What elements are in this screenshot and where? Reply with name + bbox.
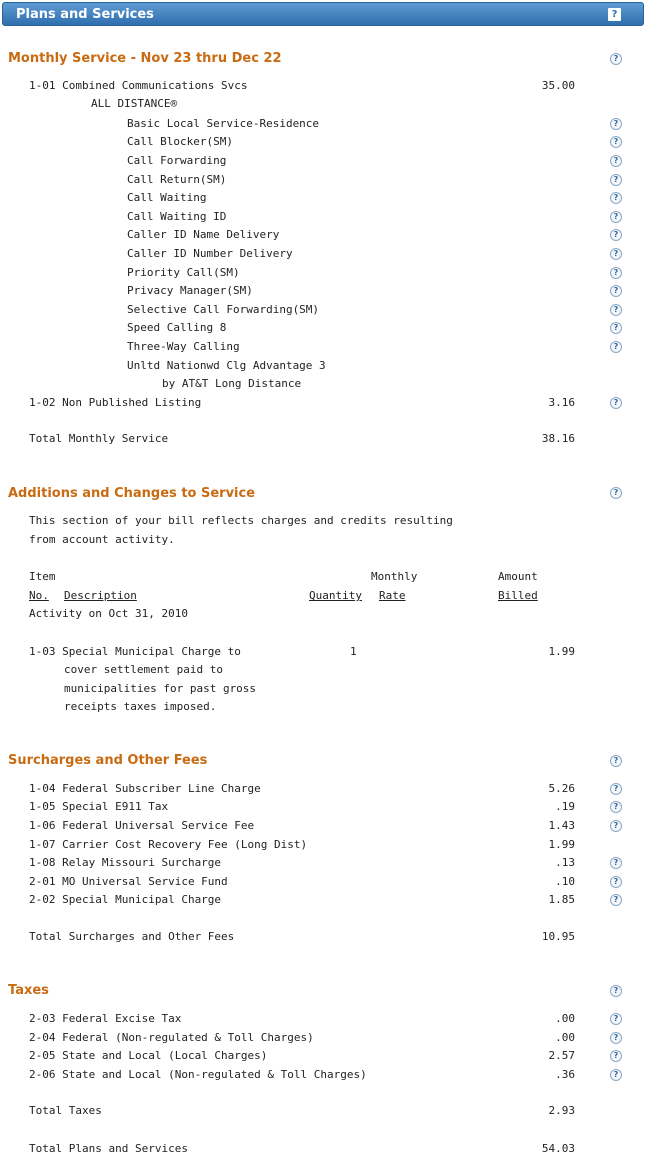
help-icon[interactable]: ? xyxy=(610,304,622,316)
total-surcharges-label: Total Surcharges and Other Fees xyxy=(29,930,235,943)
page-title: Plans and Services xyxy=(16,7,154,22)
help-icon[interactable]: ? xyxy=(610,174,622,186)
feature-item: Unltd Nationwd Clg Advantage 3 xyxy=(127,359,326,372)
total-monthly-amount: 38.16 xyxy=(541,432,575,445)
item-103-line2: cover settlement paid to xyxy=(64,663,223,676)
feature-item: Call Waiting ID xyxy=(127,210,227,223)
total-taxes-label: Total Taxes xyxy=(29,1104,102,1117)
help-icon[interactable]: ? xyxy=(610,876,622,888)
item-103-line4: receipts taxes imposed. xyxy=(64,700,217,713)
item-103-line1: 1-03 Special Municipal Charge to xyxy=(29,645,241,658)
help-icon[interactable]: ? xyxy=(610,53,622,65)
help-icon[interactable]: ? xyxy=(610,397,622,409)
additions-desc-line2: from account activity. xyxy=(29,533,175,546)
surcharge-amount: 1.99 xyxy=(548,838,575,851)
surcharge-amount: .10 xyxy=(555,875,575,888)
col-header-billed: Billed xyxy=(498,589,538,602)
grand-total-amount: 54.03 xyxy=(541,1142,575,1155)
help-icon[interactable]: ? xyxy=(610,783,622,795)
help-icon[interactable]: ? xyxy=(610,857,622,869)
help-icon[interactable]: ? xyxy=(610,985,622,997)
col-header-amount: Amount xyxy=(498,570,538,583)
feature-item: Three-Way Calling xyxy=(127,340,240,353)
col-header-monthly: Monthly xyxy=(371,570,418,583)
surcharge-label: 1-04 Federal Subscriber Line Charge xyxy=(29,782,261,795)
item-102-label: 1-02 Non Published Listing xyxy=(29,396,202,409)
total-monthly-label: Total Monthly Service xyxy=(29,432,169,445)
surcharge-label: 1-07 Carrier Cost Recovery Fee (Long Dist) xyxy=(29,838,308,851)
help-icon[interactable]: ? xyxy=(610,229,622,241)
plans-services-header xyxy=(2,2,644,26)
feature-item: Caller ID Number Delivery xyxy=(127,247,293,260)
help-icon[interactable]: ? xyxy=(610,801,622,813)
help-icon[interactable]: ? xyxy=(610,118,622,130)
surcharge-label: 1-06 Federal Universal Service Fee xyxy=(29,819,255,832)
surcharge-label: 2-01 MO Universal Service Fund xyxy=(29,875,228,888)
surcharge-amount: 5.26 xyxy=(548,782,575,795)
taxes-heading: Taxes xyxy=(8,983,49,998)
surcharges-heading: Surcharges and Other Fees xyxy=(8,753,208,768)
help-icon[interactable]: ? xyxy=(610,820,622,832)
item-101-label: 1-01 Combined Communications Svcs xyxy=(29,79,248,92)
item-101-amount: 35.00 xyxy=(541,79,575,92)
help-icon[interactable]: ? xyxy=(610,1050,622,1062)
tax-label: 2-05 State and Local (Local Charges) xyxy=(29,1049,268,1062)
additions-heading: Additions and Changes to Service xyxy=(8,486,256,501)
help-icon[interactable]: ? xyxy=(610,248,622,260)
item-103-line3: municipalities for past gross xyxy=(64,682,257,695)
col-header-rate: Rate xyxy=(379,589,406,602)
surcharge-amount: .19 xyxy=(555,800,575,813)
tax-amount: 2.57 xyxy=(548,1049,575,1062)
tax-amount: .00 xyxy=(555,1012,575,1025)
help-icon[interactable]: ? xyxy=(610,755,622,767)
help-icon[interactable]: ? xyxy=(610,192,622,204)
col-header-description: Description xyxy=(64,589,137,602)
tax-amount: .00 xyxy=(555,1031,575,1044)
feature-item: Call Forwarding xyxy=(127,154,227,167)
grand-total-label: Total Plans and Services xyxy=(29,1142,188,1155)
feature-item: Call Blocker(SM) xyxy=(127,135,233,148)
item-103-amount: 1.99 xyxy=(548,645,575,658)
feature-item: Speed Calling 8 xyxy=(127,321,227,334)
item-102-amount: 3.16 xyxy=(548,396,575,409)
tax-amount: .36 xyxy=(555,1068,575,1081)
help-icon[interactable]: ? xyxy=(610,211,622,223)
feature-item: Call Waiting xyxy=(127,191,207,204)
help-icon[interactable]: ? xyxy=(610,1032,622,1044)
feature-item: Priority Call(SM) xyxy=(127,266,240,279)
feature-item: Caller ID Name Delivery xyxy=(127,228,280,241)
help-icon[interactable]: ? xyxy=(610,155,622,167)
help-icon[interactable]: ? xyxy=(610,1013,622,1025)
col-header-quantity: Quantity xyxy=(309,589,362,602)
help-icon[interactable]: ? xyxy=(610,487,622,499)
help-icon[interactable]: ? xyxy=(608,8,621,21)
tax-label: 2-04 Federal (Non-regulated & Toll Charges) xyxy=(29,1031,314,1044)
surcharge-amount: .13 xyxy=(555,856,575,869)
help-icon[interactable]: ? xyxy=(610,322,622,334)
activity-date: Activity on Oct 31, 2010 xyxy=(29,607,188,620)
item-103-quantity: 1 xyxy=(350,645,357,658)
monthly-service-heading: Monthly Service - Nov 23 thru Dec 22 xyxy=(8,51,282,66)
feature-item: Selective Call Forwarding(SM) xyxy=(127,303,320,316)
col-header-no: No. xyxy=(29,589,49,602)
additions-desc-line1: This section of your bill reflects charges and credits resulting xyxy=(29,514,453,527)
feature-item: Basic Local Service-Residence xyxy=(127,117,320,130)
feature-sub: by AT&T Long Distance xyxy=(162,377,302,390)
surcharge-label: 1-08 Relay Missouri Surcharge xyxy=(29,856,222,869)
feature-item: Privacy Manager(SM) xyxy=(127,284,253,297)
surcharge-amount: 1.85 xyxy=(548,893,575,906)
surcharge-amount: 1.43 xyxy=(548,819,575,832)
help-icon[interactable]: ? xyxy=(610,285,622,297)
help-icon[interactable]: ? xyxy=(610,1069,622,1081)
col-header-item: Item xyxy=(29,570,56,583)
total-taxes-amount: 2.93 xyxy=(548,1104,575,1117)
surcharge-label: 1-05 Special E911 Tax xyxy=(29,800,169,813)
surcharge-label: 2-02 Special Municipal Charge xyxy=(29,893,222,906)
help-icon[interactable]: ? xyxy=(610,894,622,906)
total-surcharges-amount: 10.95 xyxy=(541,930,575,943)
tax-label: 2-06 State and Local (Non-regulated & Toll Charges) xyxy=(29,1068,367,1081)
help-icon[interactable]: ? xyxy=(610,267,622,279)
tax-label: 2-03 Federal Excise Tax xyxy=(29,1012,182,1025)
package-name: ALL DISTANCE® xyxy=(91,97,178,110)
feature-item: Call Return(SM) xyxy=(127,173,227,186)
help-icon[interactable]: ? xyxy=(610,341,622,353)
help-icon[interactable]: ? xyxy=(610,136,622,148)
